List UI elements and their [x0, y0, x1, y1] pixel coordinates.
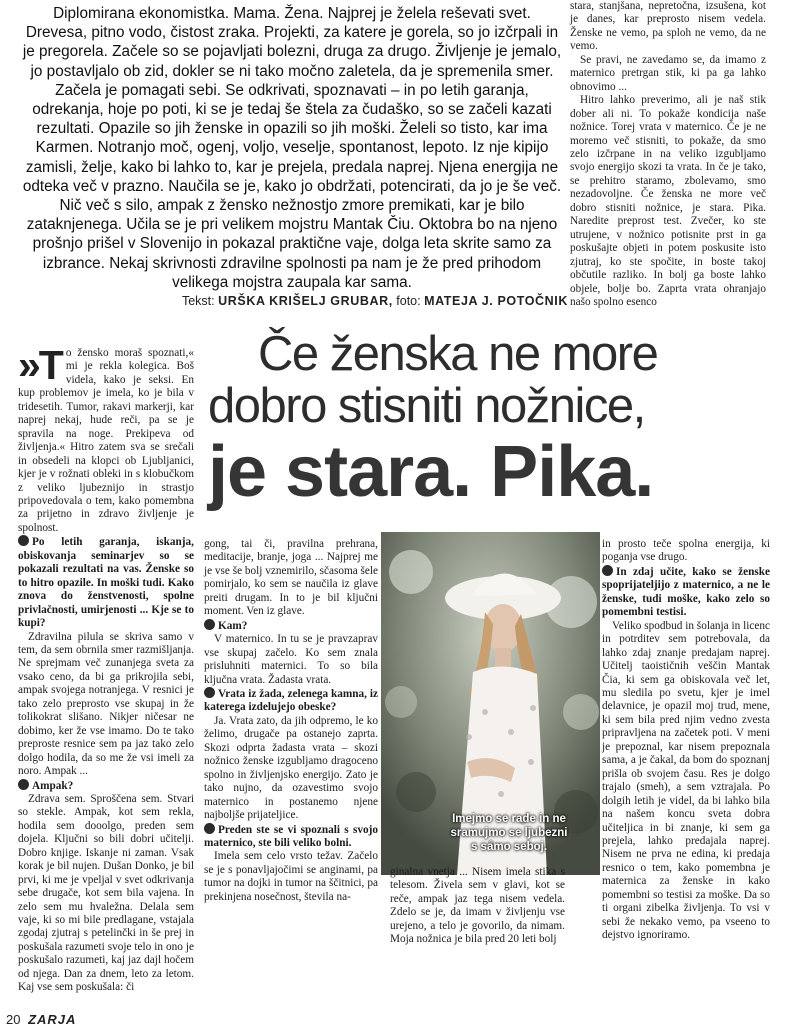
byline-photo-label: foto:: [396, 294, 421, 308]
byline-author: URŠKA KRIŠELJ GRUBAR,: [218, 294, 393, 308]
paragraph: Zdrava sem. Sproščena sem. Stvari so stekle. Ampak, kot sem rekla, hodila sem dooolgo, preden sem dojela. Ključni so bili dobri učitelji. Dobro knjige. Iskanje ni zaman. Vsak korak je bil nujen. Dušan Donko, je bil prvi, ki me je vpeljal v svet odkrivanja sebe drugače, kot sem bila vajena. In zelo sem mu hvaležna. Delala sem vaje, ki so mi bile predlagane, vstajala zgodaj zjutraj s petelinčki in še prej in poskušala razumeti svoje telo in ono je poskušalo razumeti, kaj jaz dajl hočem od njega. Dan za dnem, leto za letom. Kaj vse sem poskušala: či: [18, 792, 194, 994]
paragraph: in prosto teče spolna energija, ki poganja vse drugo.: [602, 538, 770, 564]
question-text: Preden ste se vi spoznali s svojo maternico, ste bili veliko bolni.: [204, 823, 378, 849]
headline-line-1: Če ženska ne more: [258, 327, 658, 381]
opening-paragraph: [18, 342, 194, 535]
photo-caption: Imejmo se rade in ne sramujmo se ljubezni s samo seboj.: [450, 813, 568, 853]
question: [18, 779, 194, 793]
question: [204, 823, 378, 851]
headline-line-2: dobro stisniti nožnice,: [208, 379, 645, 433]
bullet-icon: [602, 565, 613, 576]
paragraph: Ja. Vrata zato, da jih odpremo, le ko želimo, drugače pa ostanejo zaprta. Skozi odprta žadasta vrata – skozi nožnico ženske izgubljamo dragoceno spolno in življenjsko energijo. Zato je tako nujno, da ozavestimo svojo maternico in postanemo njene najboljše prijateljice.: [204, 714, 378, 822]
drop-cap: »T: [18, 342, 62, 388]
page-number: 20: [6, 1012, 21, 1027]
question: [602, 565, 770, 620]
headline-line-3: je stara. Pika.: [208, 432, 654, 512]
paragraph: gong, tai či, pravilna prehrana, meditacije, branje, joga ... Najprej me je vse še bolj vznemirilo, sčasoma šele pomirjalo, ko sem se naučila iz glave preiti drugam. In to je bil ključni moment. Ven iz glave.: [204, 538, 379, 618]
bullet-icon: [204, 823, 215, 834]
right-column: [570, 0, 766, 309]
bullet-icon: [18, 535, 29, 546]
paragraph: Veliko spodbud in šolanja in licenc in potrditev sem potrebovala, da lahko zdaj znanje predajam naprej. Učitelj taoističnih veščin Mantak Čia, ki sem ga obiskovala več let, mu sledila po svetu, kjer je imel delavnice, je opazil moj trud, mene, ki sem bila pred njim vedno zvesta pripravljena na začetek poti. V meni je prepoznal, kar nisem prepoznala sama, a je čakal, da bom do spoznanj prišla ob svojem času. Res je dolgo trajalo (smeh), a sem vztrajala. Po dolgih letih je videl, da bi lahko bila na našem koncu sveta dobra učiteljica in bi znanje, ki sem ga prejela, lahko predajala naprej. Nisem ne prva ne edina, ki predaja resnico o tem, kako pomembna je maternica za ženske in kako pomembni so testisi za moške. Da so ti organi zibelka življenja. To vsi v sebi že nekako vemo, pa vseeno to dejstvo ignoriramo.: [602, 619, 770, 942]
paragraph: Imela sem celo vrsto težav. Začelo se je s ponavljajočimi se anginami, pa tumor na dojki in tumor na ščitnici, pa prekinjena nosečnost, števila na-: [204, 850, 378, 903]
paragraph: Se pravi, ne zavedamo se, da imamo z maternico pretrgan stik, ki pa ga lahko obnovimo ...: [570, 53, 766, 93]
byline: [150, 294, 568, 308]
paragraph: ginalna vnetja ... Nisem imela stika s telesom. Živela sem v glavi, kot se reče, ampak jaz tega nisem vedela. Zdelo se je, da imam v življenju vse urejeno, a telo je govorilo, da nimam. Moja nožnica je bila pred 20 leti bolj: [390, 866, 565, 946]
question-text: Kam?: [218, 619, 248, 632]
paragraph: stara, stanjšana, nepretočna, izsušena, kot je danes, kar preprosto nisem vedela. Ženske ne vemo, pa sploh ne vemo, da ne vemo.: [570, 0, 766, 53]
paragraph-text: o žensko moraš spoznati,« mi je rekla kolegica. Boš videla, kako je seksi. En kup problemov je imela, ko je bila v tridesetih. Tumor, rakavi markerji, kar naprej nekaj, hude reči, pa se je spravila na noge. Prekipeva od življenja.« Hitro zatem sva se srečali in obsedeli na klopci ob Ljubljanici, kjer je v rožnati obleki in s klobučkom z veliko ljubeznijo in strastjo pripovedovala o tem, kako pomembna za prijetno in zdravo življenje je spolnost.: [18, 347, 194, 534]
question-text: Po letih garanja, iskanja, obiskovanja seminarjev so se pokazali rezultati na vas. Ženske so to hitro opazile. In moški tudi. Kako znova do ženstvenosti, spolne privlačnosti, umirjenosti ... Kje se to kupi?: [18, 536, 194, 630]
question-text: Vrata iz žada, zelenega kamna, iz katerega izdelujejo obeske?: [204, 687, 378, 714]
paragraph: Hitro lahko preverimo, ali je naš stik dober ali ni. To pokaže kondicija naše nožnice. Torej vrata v maternico. Če je ne moremo več stisniti, to pokaže, da smo zelo izčrpane in na veliko izgubljamo svojo energijo skozi ta vrata. In če je tako, se prehitro staramo, zbolevamo, smo nezadovoljne. Če ženska ne more več dobro stisniti nožnice, je stara. Pika. Naredite preprost test. Zvečer, ko ste utrujene, v nožnico potisnite prst in ga poskušajte objeti in potem poskusite isto zjutraj, ko ste spočite, in boste takoj občutile razliko. In bolj ga boste lahko objele, bolje bo. Zaprta vrata ohranjajo našo spolno esenco: [570, 94, 766, 308]
paragraph: V maternico. In tu se je pravzaprav vse skupaj začelo. Ko sem znala prisluhniti maternici. To so bila ključna vrata. Žadasta vrata.: [204, 633, 378, 686]
column-4: [602, 538, 770, 943]
byline-text-label: Tekst:: [181, 294, 215, 308]
bullet-icon: [204, 687, 215, 698]
column-1: [18, 342, 194, 995]
bullet-icon: [18, 779, 29, 790]
headline: [208, 328, 780, 512]
column-2: [204, 538, 378, 904]
question: [18, 535, 194, 630]
magazine-logo: ZARJA: [28, 1012, 77, 1027]
column-3: [390, 866, 565, 947]
paragraph: Zdravilna pilula se skriva samo v tem, da sem obrnila smer razmišljanja. Ne sprejmam več zunanjega sveta za vsako ceno, da bi ga prikrojila sebi, ampak svojega notranjega. V resnici je tako zelo preprosto vse skupaj in že tolikokrat slišano. Nikjer ničesar ne dobimo, ker že vse imamo. Do te tako preproste resnice sem pa jaz tako zelo dolgo hodila, da so me že vsi imeli za noro. Ampak ...: [18, 630, 194, 778]
byline-photographer: MATEJA J. POTOČNIK: [424, 294, 568, 308]
intro-lead: Diplomirana ekonomistka. Mama. Žena. Najprej je želela reševati svet. Drevesa, pitno vodo, čistost zraka. Projekti, za katere je gorela, so jo izčrpali in je pregorela. Začele so se pojavljati bolezni, druga za drugo. Življenje je jemalo, jo postavljalo ob zid, dokler se ni tako močno zaletela, da je spremenila smer. Začela je pomagati sebi. Se odkrivati, spoznavati – in po letih garanja, odrekanja, hoje po poti, ki se je tedaj še štela za čudaško, so se začeli kazati rezultati. Opazile so jih ženske in opazili so jih moški. Želeli so tisto, kar ima Karmen. Notranjo moč, ogenj, voljo, veselje, spontanost, lepoto. Iz nje kipijo zamisli, želje, kako bi lahko to, kar je prejela, predala naprej. Njena energija ne odteka več v prazno. Naučila se je, kako jo obdržati, potencirati, da jo je še več. Nič več s silo, ampak z žensko nežnostjo zmore premikati, kar je bilo zataknjenega. Učila se je pri velikem mojstru Mantak Čiu. Oktobra bo na njeno prošnjo prišel v Slovenijo in pokazal praktične vaje, dolga leta skrite samo za izbrance. Nekaj skrivnosti zdravilne spolnosti pa nam je že pred prihodom velikega mojstra zaupala kar sama.: [22, 5, 562, 291]
bullet-icon: [204, 619, 215, 630]
page-footer: [6, 1012, 76, 1027]
question: [204, 687, 378, 715]
question-text: Ampak?: [32, 779, 74, 792]
question: [204, 619, 378, 633]
question-text: In zdaj učite, kako se ženske spoprijateljijo z maternico, a ne le ženske, tudi moške, kako zelo so pomembni testisi.: [602, 565, 770, 619]
